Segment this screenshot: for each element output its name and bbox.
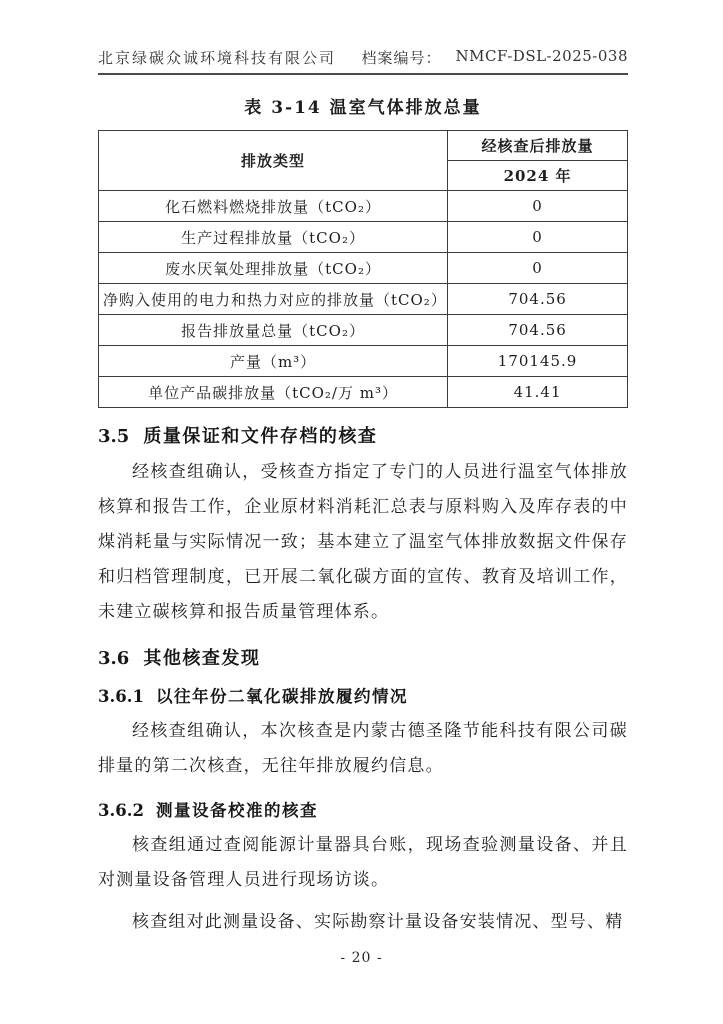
section-title: 质量保证和文件存档的核查 [143,426,378,447]
section-3-6-2-paragraph-2: 核查组对此测量设备、实际勘察计量设备安装情况、型号、精 [132,912,624,932]
section-title: 其他核查发现 [143,648,261,669]
row-value: 0 [448,191,628,222]
archive-label: 档案编号： [361,49,442,67]
row-label: 化石燃料燃烧排放量（tCO₂） [99,191,448,222]
row-value: 0 [448,222,628,253]
header-year: 2024 年 [448,161,628,191]
row-value: 704.56 [448,315,628,346]
page-header [98,0,628,75]
company-name: 北京绿碳众诚环境科技有限公司 [98,49,337,67]
emissions-table [98,130,628,408]
row-value: 170145.9 [448,346,628,377]
section-title: 以往年份二氧化碳排放履约情况 [155,687,408,706]
section-number: 3.6 [98,648,130,669]
table-row [99,346,628,377]
section-3-6-1-paragraph: 经核查组确认，本次核查是内蒙古德圣隆节能科技有限公司碳排量的第二次核查，无往年排放履约信息。 [98,721,628,776]
row-label: 净购入使用的电力和热力对应的排放量（tCO₂） [99,284,448,315]
table-row [99,377,628,408]
section-title: 测量设备校准的核查 [155,801,318,820]
section-heading-3-5 [98,422,628,448]
section-3-5-paragraph: 经核查组确认，受核查方指定了专门的人员进行温室气体排放核算和报告工作，企业原材料消耗汇总表与原料购入及库存表的中煤消耗量与实际情况一致；基本建立了温室气体排放数据文件保存和归档管理制度，已开展二氧化碳方面的宣传、教育及培训工作，未建立碳核算和报告质量管理体系。 [98,462,628,622]
section-3-6-2-paragraph-1: 核查组通过查阅能源计量器具台账，现场查验测量设备、并且对测量设备管理人员进行现场访谈。 [98,835,628,890]
header-verified-emissions: 经核查后排放量 [448,131,628,161]
row-value: 41.41 [448,377,628,408]
section-heading-3-6 [98,644,628,670]
section-number: 3.6.2 [98,801,144,820]
table-row [99,191,628,222]
table-header-row [99,131,628,161]
section-number: 3.5 [98,426,130,447]
section-number: 3.6.1 [98,687,144,706]
row-label: 废水厌氧处理排放量（tCO₂） [99,253,448,284]
table-title: 表 3-14 温室气体排放总量 [244,98,482,118]
page-number: - 20 - [340,950,383,966]
row-value: 704.56 [448,284,628,315]
section-heading-3-6-2 [98,797,628,821]
row-label: 单位产品碳排放量（tCO₂/万 m³） [99,377,448,408]
table-row [99,253,628,284]
table-row [99,315,628,346]
row-value: 0 [448,253,628,284]
section-heading-3-6-1 [98,683,628,707]
row-label: 产量（m³） [99,346,448,377]
row-label: 报告排放量总量（tCO₂） [99,315,448,346]
table-row [99,284,628,315]
row-label: 生产过程排放量（tCO₂） [99,222,448,253]
archive-value: NMCF-DSL-2025-038 [455,47,628,65]
header-emission-type: 排放类型 [99,131,448,191]
table-row [99,222,628,253]
archive-number [362,47,628,68]
